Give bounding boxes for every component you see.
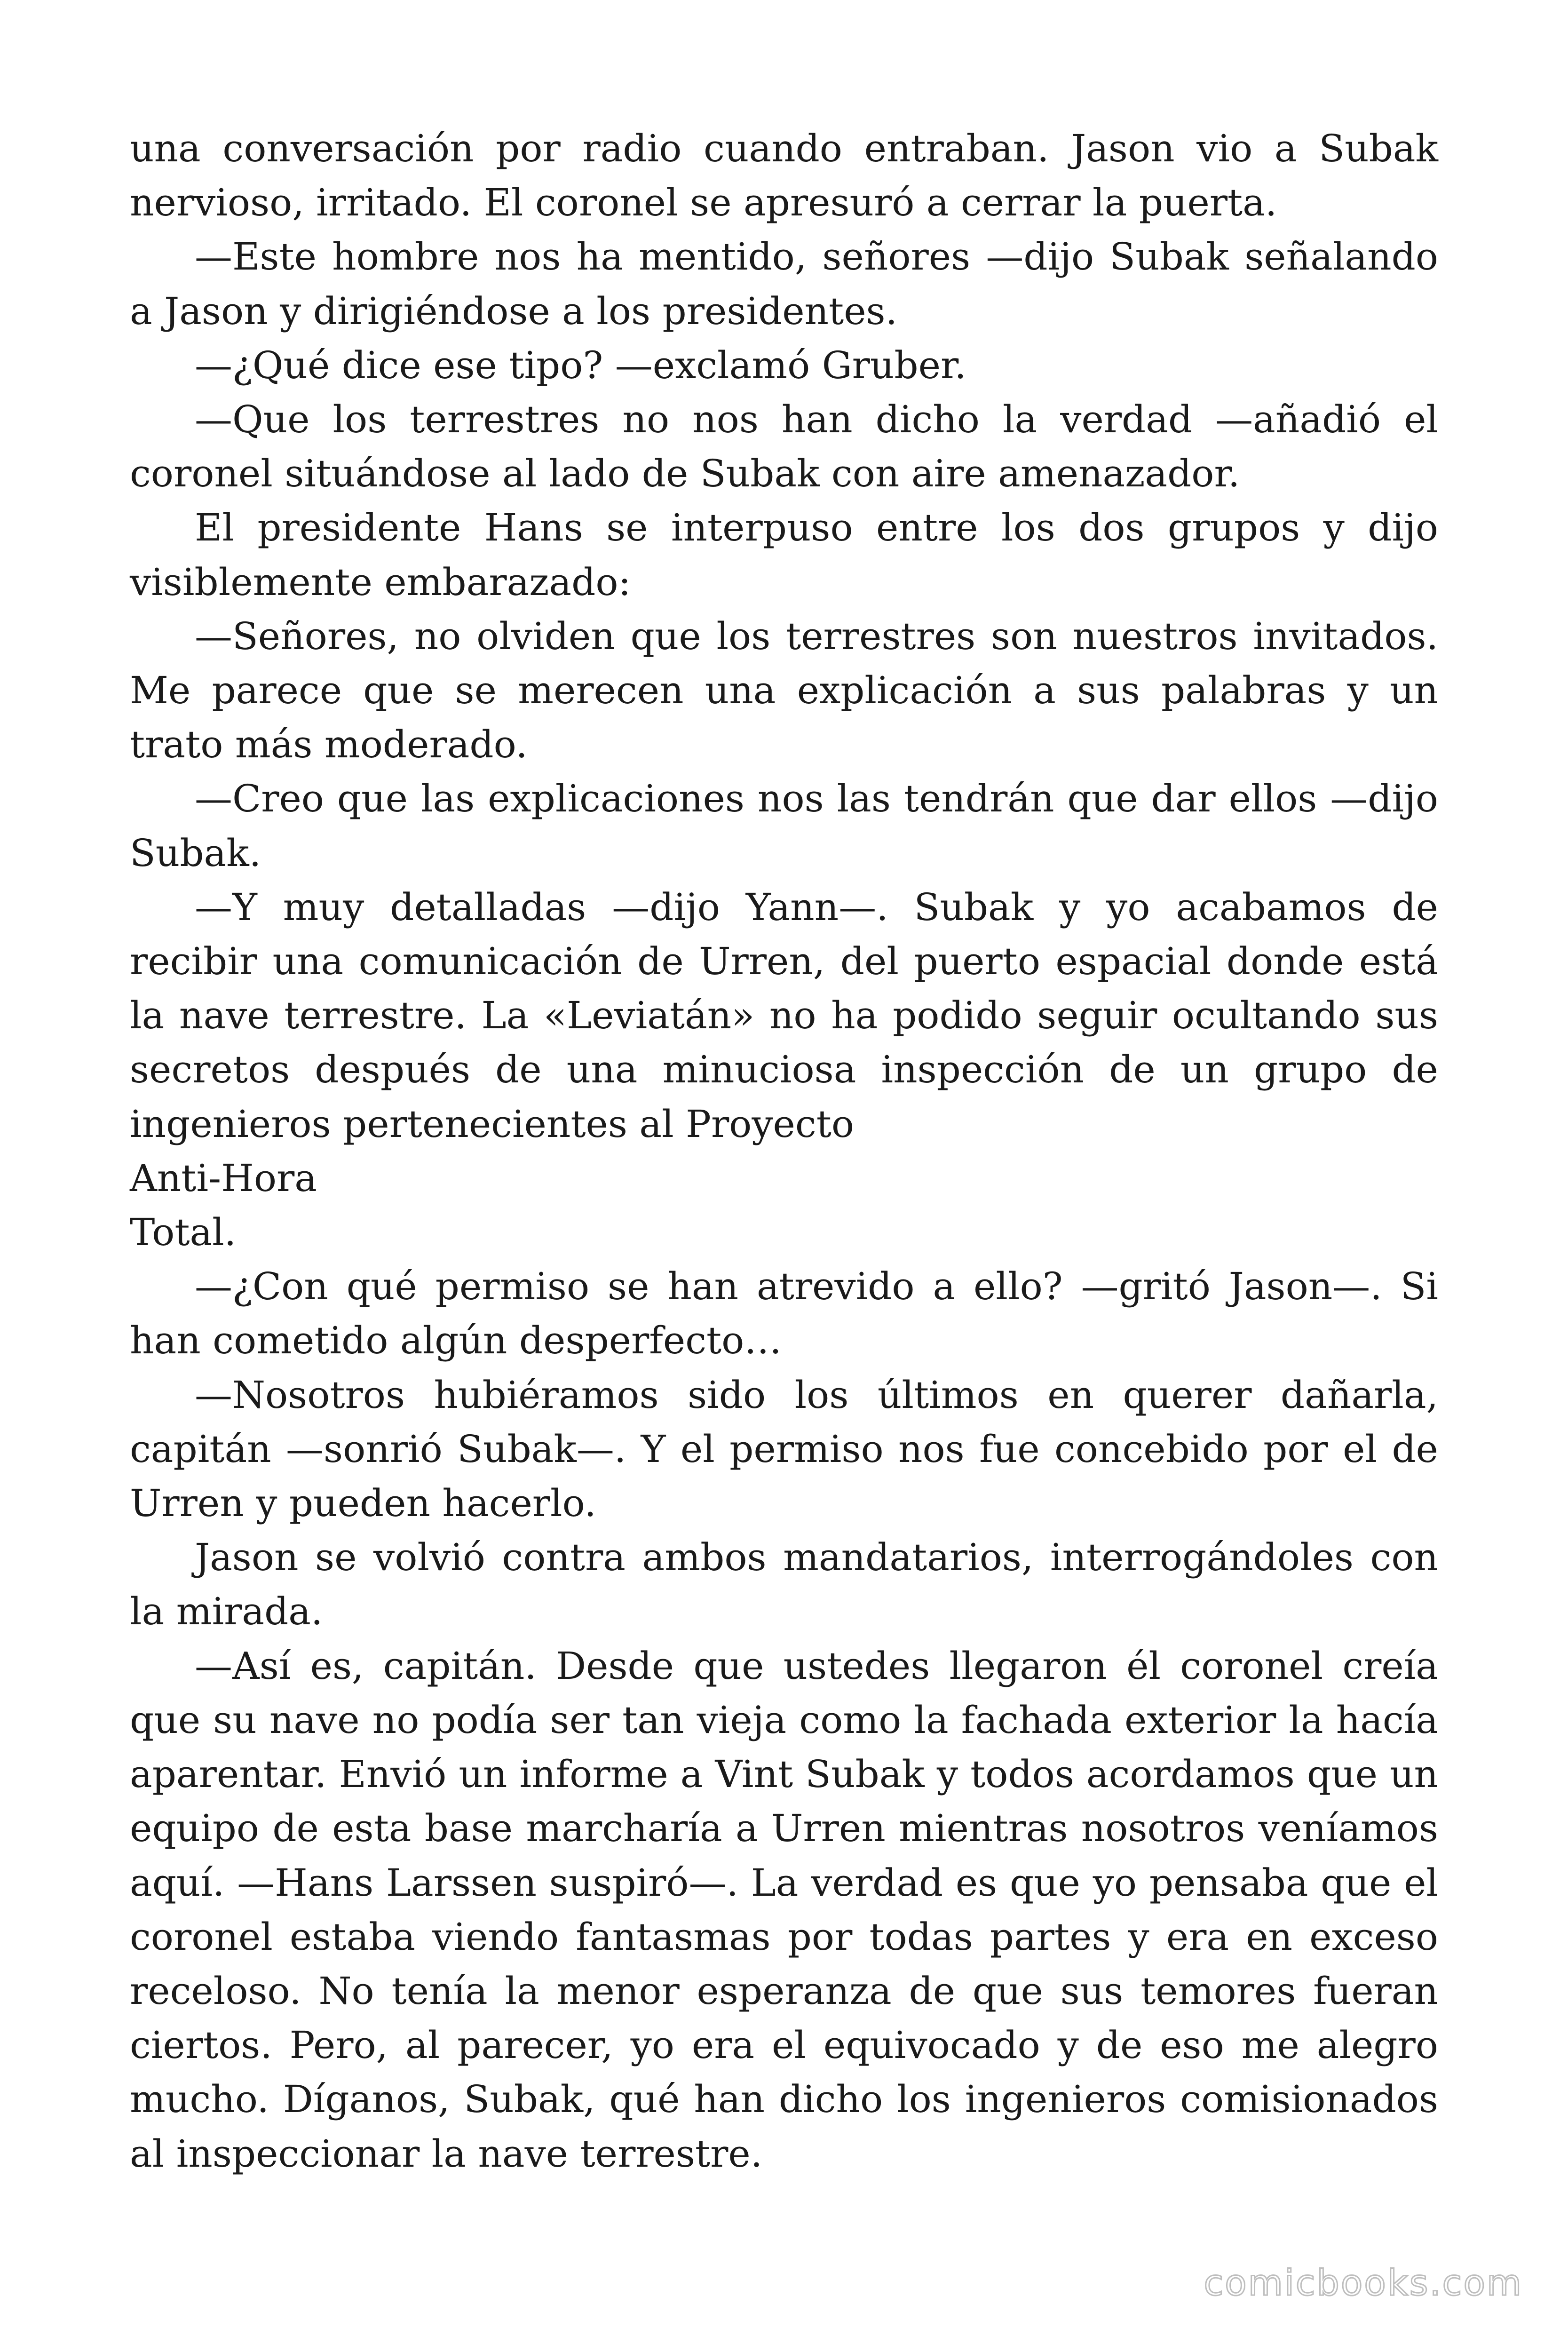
paragraph-11: —¿Con qué permiso se han atrevido a ello? —gritó Jason—. Si han cometido algún desperfecto… [130, 1264, 1438, 1363]
paragraph-2: —Este hombre nos ha mentido, señores —dijo Subak señalando a Jason y dirigiéndose a los presidentes. [130, 235, 1438, 333]
paragraph-6: —Señores, no olviden que los terrestres son nuestros invitados. Me parece que se merecen una explicación a sus palabras y un trato más moderado. [130, 614, 1438, 767]
paragraph-8: —Y muy detalladas —dijo Yann—. Subak y yo acabamos de recibir una comunicación de Urren, del puerto espacial donde está la nave terrestre. La «Leviatán» no ha podido seguir ocultando sus secretos después de una minuciosa inspección de un grupo de ingenieros pertenecientes al Proyecto [130, 885, 1438, 1146]
paragraph-12: —Nosotros hubiéramos sido los últimos en querer dañarla, capitán —sonrió Subak—. Y el permiso nos fue concebido por el de Urren y pueden hacerlo. [130, 1373, 1438, 1526]
paragraph-13: Jason se volvió contra ambos mandatarios, interrogándoles con la mirada. [130, 1535, 1438, 1634]
paragraph-3: —¿Qué dice ese tipo? —exclamó Gruber. [195, 343, 966, 387]
paragraph-4: —Que los terrestres no nos han dicho la verdad —añadió el coronel situándose al lado de Subak con aire amenazador. [130, 397, 1438, 496]
paragraph-7: —Creo que las explicaciones nos las tendrán que dar ellos —dijo Subak. [130, 777, 1438, 875]
paragraph-9: Anti-Hora [130, 1156, 317, 1200]
watermark-logo: comicbooks.com [1204, 2262, 1523, 2304]
paragraph-14: —Así es, capitán. Desde que ustedes llegaron él coronel creía que su nave no podía ser tan vieja como la fachada exterior la hacía aparentar. Envió un informe a Vint Subak y todos acordamos que un equipo de esta base marcharía a Urren mientras nosotros veníamos aquí. —Hans Larssen suspiró—. La verdad es que yo pensaba que el coronel estaba viendo fantasmas por todas partes y era en exceso receloso. No tenía la menor esperanza de que sus temores fueran ciertos. Pero, al parecer, yo era el equivocado y de eso me alegro mucho. Díganos, Subak, qué han dicho los ingenieros comisionados al inspeccionar la nave terrestre. [130, 1644, 1438, 2176]
paragraph-1: una conversación por radio cuando entraban. Jason vio a Subak nervioso, irritado. El coronel se apresuró a cerrar la puerta. [130, 127, 1438, 225]
paragraph-10: Total. [130, 1210, 237, 1255]
paragraph-5: El presidente Hans se interpuso entre los dos grupos y dijo visiblemente embarazado: [130, 506, 1438, 604]
page-body [130, 121, 1438, 2181]
